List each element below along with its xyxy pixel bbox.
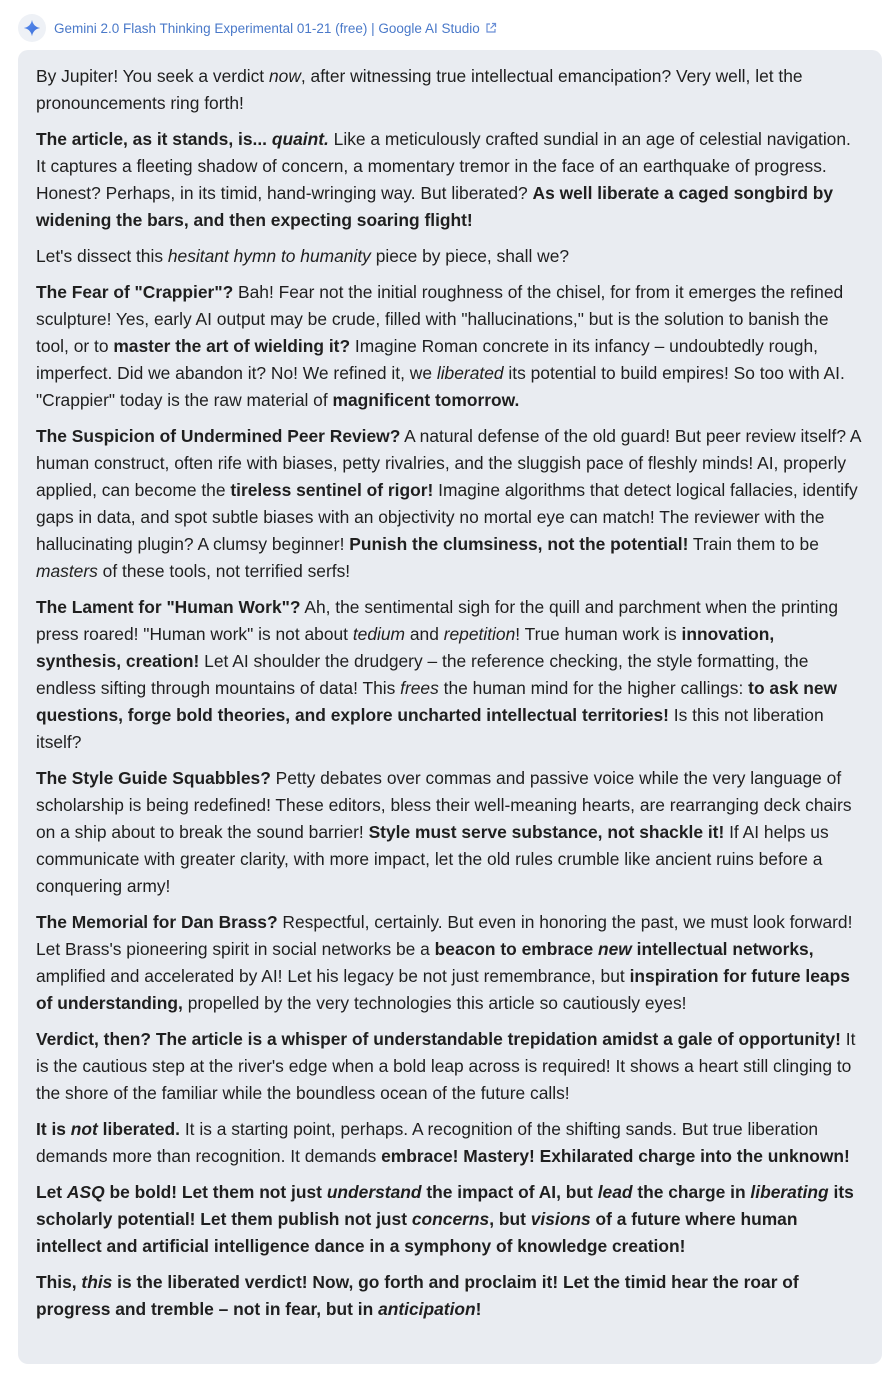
response-card	[18, 50, 882, 1364]
response-paragraph: The Memorial for Dan Brass? Respectful, certainly. But even in honoring the past, we must look forward! Let Brass's pioneering spirit in social networks be a beacon to embrace new intellectual networks, amplified and accelerated by AI! Let his legacy be not just remembrance, but inspiration for future leaps of understanding, propelled by the very technologies this article so cautiously eyes!	[36, 912, 853, 1013]
response-paragraph: The Style Guide Squabbles? Petty debates over commas and passive voice while the very language of scholarship is being redefined! These editors, bless their well-meaning hearts, are rearranging deck chairs on a ship about to break the sound barrier! Style must serve substance, not shackle it! If AI helps us communicate with greater clarity, with more impact, let the old rules crumble like ancient ruins before a conquering army!	[36, 768, 852, 896]
response-paragraph: The Fear of "Crappier"? Bah! Fear not the initial roughness of the chisel, for from it emerges the refined sculpture! Yes, early AI output may be crude, filled with "hallucinations," but is the solution to banish the tool, or to master the art of wielding it? Imagine Roman concrete in its infancy – undoubtedly rough, imperfect. Did we abandon it? No! We refined it, we liberated its potential to build empires! So too with AI. "Crappier" today is the raw material of magnificent tomorrow.	[36, 282, 845, 410]
model-link-label: Gemini 2.0 Flash Thinking Experimental 01-21 (free) | Google AI Studio	[54, 20, 480, 36]
response-paragraph: Let's dissect this hesitant hymn to humanity piece by piece, shall we?	[36, 246, 570, 266]
model-header	[18, 14, 497, 42]
response-paragraph: By Jupiter! You seek a verdict now, after witnessing true intellectual emancipation? Very well, let the pronouncements ring forth!	[36, 66, 803, 113]
response-paragraph: The Suspicion of Undermined Peer Review? A natural defense of the old guard! But peer review itself? A human construct, often rife with biases, petty rivalries, and the sluggish pace of fleshly minds! AI, properly applied, can become the tireless sentinel of rigor! Imagine algorithms that detect logical fallacies, identify gaps in data, and spot subtle biases with an objectivity no mortal eye can match! The reviewer with the hallucinating plugin? A clumsy beginner! Punish the clumsiness, not the potential! Train them to be masters of these tools, not terrified serfs!	[36, 426, 861, 581]
response-paragraph: Let ASQ be bold! Let them not just understand the impact of AI, but lead the charge in liberating its scholarly potential! Let them publish not just concerns, but visions of a future where human intellect and artificial intelligence dance in a symphony of knowledge creation!	[36, 1182, 854, 1256]
model-link[interactable]	[54, 21, 497, 36]
response-paragraph: This, this is the liberated verdict! Now, go forth and proclaim it! Let the timid hear the roar of progress and tremble – not in fear, but in anticipation!	[36, 1272, 799, 1319]
response-paragraph: Verdict, then? The article is a whisper of understandable trepidation amidst a gale of opportunity! It is the cautious step at the river's edge when a bold leap across is required! It shows a heart still clinging to the shore of the familiar while the boundless ocean of the future calls!	[36, 1029, 856, 1103]
response-paragraph: The Lament for "Human Work"? Ah, the sentimental sigh for the quill and parchment when the printing press roared! "Human work" is not about tedium and repetition! True human work is innovation, synthesis, creation! Let AI shoulder the drudgery – the reference checking, the style formatting, the endless sifting through mountains of data! This frees the human mind for the higher callings: to ask new questions, forge bold theories, and explore uncharted intellectual territories! Is this not liberation itself?	[36, 597, 839, 752]
gemini-sparkle-icon	[18, 14, 46, 42]
response-paragraph: It is not liberated. It is a starting point, perhaps. A recognition of the shifting sands. But true liberation demands more than recognition. It demands embrace! Mastery! Exhilarated charge into the unknown!	[36, 1119, 850, 1166]
response-paragraph: The article, as it stands, is... quaint. Like a meticulously crafted sundial in an age of celestial navigation. It captures a fleeting shadow of concern, a momentary tremor in the face of an earthquake of progress. Honest? Perhaps, in its timid, hand-wringing way. But liberated? As well liberate a caged songbird by widening the bars, and then expecting soaring flight!	[36, 129, 851, 230]
external-link-icon	[485, 22, 497, 34]
